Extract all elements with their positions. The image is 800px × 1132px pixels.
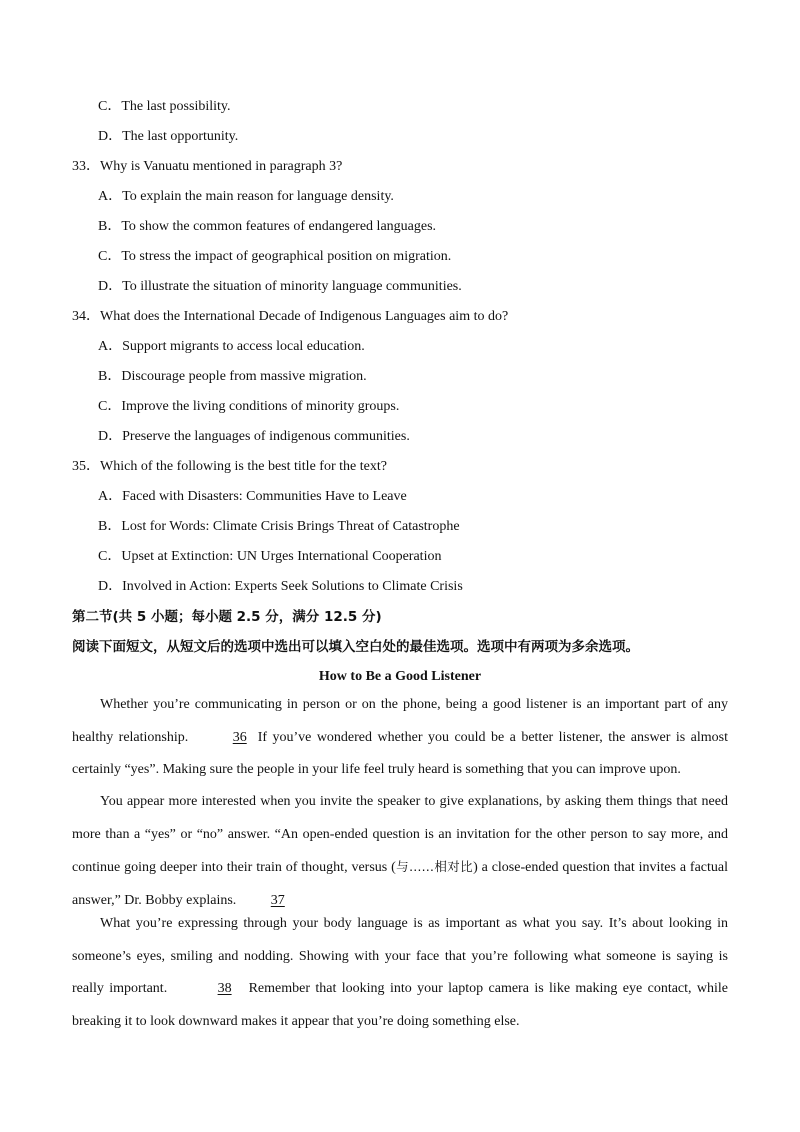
paragraph-text: Whether you’re communicating in person or on the phone, being a good listener is an important part of any healthy relationship. — [72, 697, 728, 745]
option-text: Upset at Extinction: UN Urges International Cooperation — [121, 549, 442, 564]
option-text: Improve the living conditions of minority groups. — [121, 399, 400, 414]
option-text: Faced with Disasters: Communities Have to Leave — [122, 489, 407, 504]
q34-option-c: C．Improve the living conditions of minority groups. — [98, 399, 400, 414]
blank-36: 36 — [232, 729, 247, 745]
option-text: The last opportunity. — [122, 129, 239, 144]
option-letter: A — [98, 489, 109, 504]
option-letter: C — [98, 99, 108, 114]
option-text: Preserve the languages of indigenous communities. — [122, 429, 410, 444]
option-text: To explain the main reason for language density. — [122, 189, 394, 204]
q33-option-d: D．To illustrate the situation of minority language communities. — [98, 279, 462, 294]
q35-option-a: A．Faced with Disasters: Communities Have to Leave — [98, 489, 407, 504]
option-text: To illustrate the situation of minority language communities. — [122, 279, 462, 294]
q34-option-b: B．Discourage people from massive migration. — [98, 369, 367, 384]
option-letter: D — [98, 429, 109, 444]
paragraph-text: What you’re expressing through your body language is as important as what you say. It’s about looking in someone’s eyes, smiling and nodding. Showing with your face that you’re following what someone is saying is really important. — [72, 916, 728, 996]
option-letter: D — [98, 579, 109, 594]
passage-title: How to Be a Good Listener — [318, 669, 482, 684]
section-instruction: 阅读下面短文，从短文后的选项中选出可以填入空白处的最佳选项。选项中有两项为多余选项。 — [72, 639, 639, 655]
q34-option-a: A．Support migrants to access local education. — [98, 339, 365, 354]
option-letter: C — [98, 399, 108, 414]
paragraph-text: You appear more interested when you invite the speaker to give explanations, by asking them things that need more than a “yes” or “no” answer. “An open-ended question is an invitation for the other person to say more, and continue going deeper into their train of thought, versus ( — [72, 794, 728, 875]
option-letter: D — [98, 129, 109, 144]
passage-paragraph-3 — [72, 908, 728, 1038]
option-letter: B — [98, 219, 108, 234]
paragraph-text: ) a close-ended question that invites a factual answer,” Dr. Bobby explains. — [72, 860, 729, 908]
q33-option-c: C．To stress the impact of geographical position on migration. — [98, 249, 452, 264]
section-heading: 第二节(共 5 小题；每小题 2.5 分，满分 12.5 分) — [72, 609, 382, 625]
option-letter: A — [98, 339, 109, 354]
option-letter: C — [98, 249, 108, 264]
paragraph-text: Remember that looking into your laptop camera is like making eye contact, while breaking it to look downward makes it appear that you’re doing something else. — [72, 981, 729, 1029]
option-text: Lost for Words: Climate Crisis Brings Threat of Catastrophe — [121, 519, 460, 534]
passage-paragraph-2 — [72, 786, 728, 917]
q35-option-c: C．Upset at Extinction: UN Urges International Cooperation — [98, 549, 442, 564]
option-text: To stress the impact of geographical position on migration. — [121, 249, 452, 264]
q34-option-d: D．Preserve the languages of indigenous communities. — [98, 429, 410, 444]
blank-37: 37 — [270, 892, 285, 908]
option-text: Discourage people from massive migration. — [121, 369, 367, 384]
q32-option-d: D．The last opportunity. — [98, 129, 239, 144]
q34-stem: 34．What does the International Decade of Indigenous Languages aim to do? — [72, 309, 509, 324]
blank-38: 38 — [217, 981, 232, 996]
option-text: Support migrants to access local education. — [122, 339, 365, 354]
option-letter: B — [98, 369, 108, 384]
q33-option-a: A．To explain the main reason for language density. — [98, 189, 394, 204]
q33-option-b: B．To show the common features of endangered languages. — [98, 219, 437, 234]
option-letter: C — [98, 549, 108, 564]
chinese-gloss: 与……相对比 — [395, 859, 474, 874]
q33-stem: 33．Why is Vanuatu mentioned in paragraph 3? — [72, 159, 343, 174]
option-letter: B — [98, 519, 108, 534]
option-letter: A — [98, 189, 109, 204]
passage-paragraph-1 — [72, 689, 728, 787]
q35-option-d: D．Involved in Action: Experts Seek Solutions to Climate Crisis — [98, 579, 463, 594]
option-text: The last possibility. — [121, 99, 231, 114]
q32-option-c: C．The last possibility. — [98, 99, 231, 114]
q35-option-b: B．Lost for Words: Climate Crisis Brings Threat of Catastrophe — [98, 519, 460, 534]
option-letter: D — [98, 279, 109, 294]
option-text: Involved in Action: Experts Seek Solutions to Climate Crisis — [122, 579, 463, 594]
q35-stem: 35．Which of the following is the best title for the text? — [72, 459, 387, 474]
paragraph-text: If you’ve wondered whether you could be a better listener, the answer is almost certainly “yes”. Making sure the people in your life feel truly heard is something that you can improve upon. — [72, 729, 728, 777]
option-text: To show the common features of endangered languages. — [121, 219, 437, 234]
